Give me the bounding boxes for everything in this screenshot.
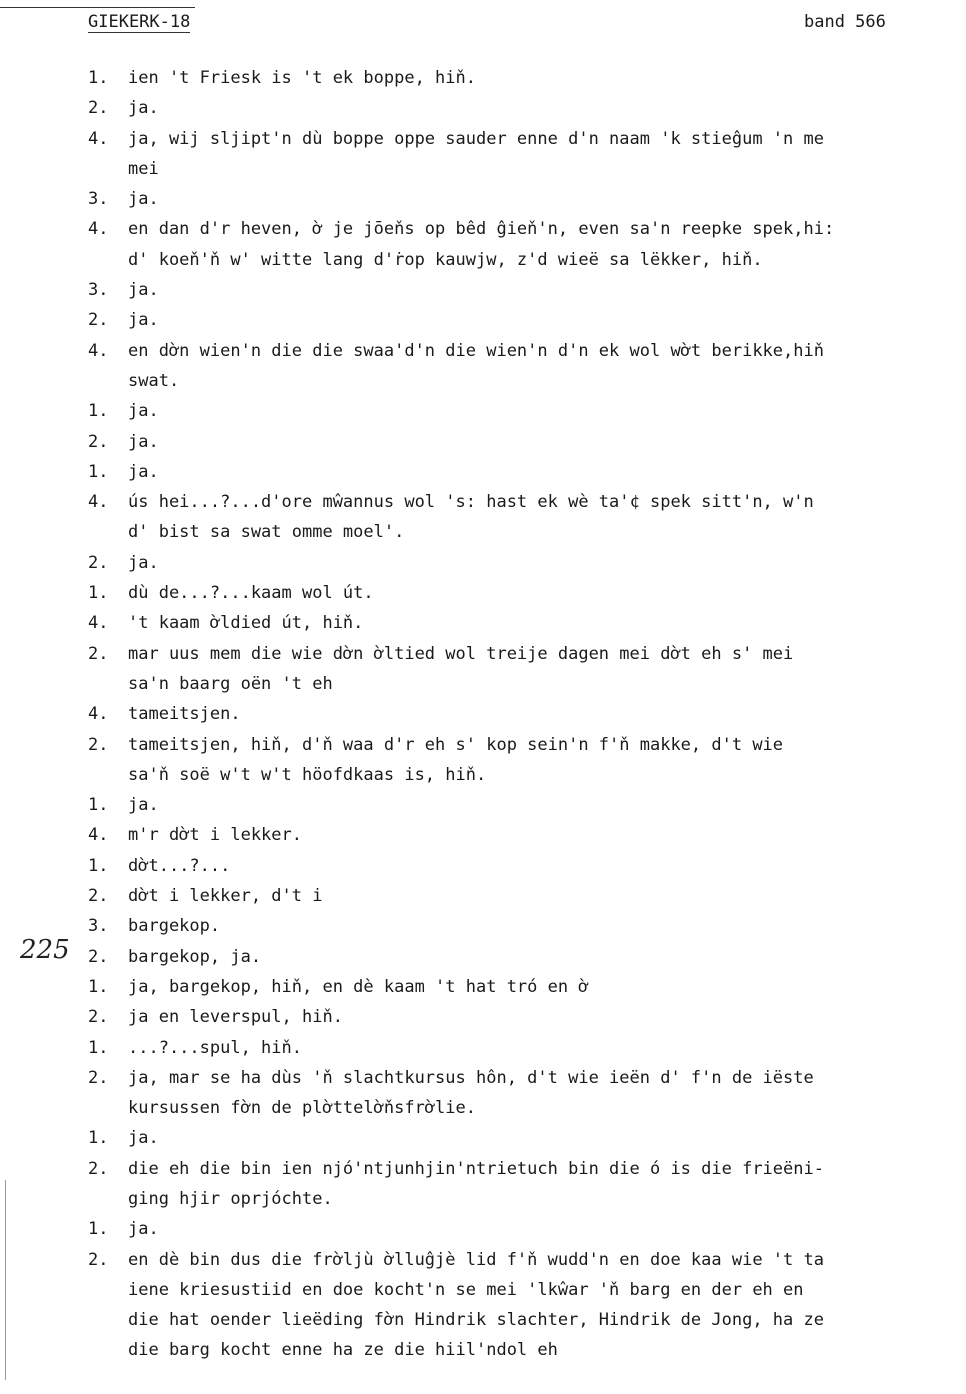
utterance-line: die eh die bin ien njó'ntjunhjin'ntrietuch bin die ó is die frieëni-: [128, 1158, 824, 1179]
utterance-text: [128, 305, 963, 335]
transcript-entry: [88, 942, 963, 972]
speaker-number: 2.: [88, 310, 109, 331]
utterance-line: ...?...spul, hiň.: [128, 1037, 302, 1058]
speaker-number: 4.: [88, 613, 109, 634]
utterance-text: [128, 548, 963, 578]
utterance-text: [128, 1123, 963, 1153]
transcript-entry: [88, 457, 963, 487]
transcript-entry: [88, 730, 963, 791]
utterance-line: en dờn wien'n die die swaa'd'n die wien'n d'n ek wol wờt berikke,hiň: [128, 340, 824, 361]
utterance-text: [128, 124, 963, 185]
transcript-entry: [88, 1214, 963, 1244]
utterance-line: bargekop, ja.: [128, 946, 262, 967]
utterance-line: sa'n baarg oën 't eh: [128, 673, 333, 694]
utterance-text: [128, 93, 963, 123]
utterance-text: [128, 1154, 963, 1215]
utterance-line: ja, mar se ha dùs 'ň slachtkursus hôn, d't wie ieën d' f'n de iëste: [128, 1067, 814, 1088]
speaker-number: 4.: [88, 128, 109, 149]
utterance-text: [128, 881, 963, 911]
utterance-line: ja.: [128, 795, 159, 816]
transcript-entry: [88, 336, 963, 397]
transcript-entry: [88, 305, 963, 335]
transcript-entry: [88, 396, 963, 426]
speaker-number: 2.: [88, 98, 109, 119]
utterance-text: [128, 911, 963, 941]
utterance-text: [128, 639, 963, 700]
transcript-entry: [88, 548, 963, 578]
utterance-line: en dè bin dus die frờljù ờlluĝjè lid f'ň wudd'n en doe kaa wie 't ta: [128, 1249, 824, 1270]
utterance-line: m'r dờt i lekker.: [128, 825, 302, 846]
speaker-number: 2.: [88, 1249, 109, 1270]
utterance-line: ja.: [128, 401, 159, 422]
speaker-number: 4.: [88, 492, 109, 513]
utterance-text: [128, 487, 963, 548]
transcript-entry: [88, 63, 963, 93]
utterance-text: [128, 851, 963, 881]
speaker-number: 2.: [88, 643, 109, 664]
transcript-entry: [88, 881, 963, 911]
utterance-line: ja.: [128, 98, 159, 119]
transcript-entry: [88, 578, 963, 608]
speaker-number: 4.: [88, 825, 109, 846]
utterance-line: kursussen fờn de plờttelờňsfrờlie.: [128, 1098, 476, 1119]
utterance-line: iene kriesustiid en doe kocht'n se mei 'lkŵar 'ň barg en der eh en: [128, 1279, 804, 1300]
utterance-text: [128, 1063, 963, 1124]
speaker-number: 4.: [88, 219, 109, 240]
utterance-line: bargekop.: [128, 916, 221, 937]
utterance-text: [128, 1214, 963, 1244]
utterance-line: ging hjir oprjóchte.: [128, 1188, 333, 1209]
transcript-entry: [88, 820, 963, 850]
utterance-line: en dan d'r heven, ờ je jōeňs op bêd ĝieň'n, even sa'n reepke spek,hi:: [128, 219, 835, 240]
utterance-line: die hat oender lieëding fờn Hindrik slachter, Hindrik de Jong, ha ze: [128, 1310, 824, 1331]
utterance-text: [128, 396, 963, 426]
speaker-number: 1.: [88, 795, 109, 816]
utterance-text: [128, 730, 963, 791]
utterance-line: ja, bargekop, hiň, en dè kaam 't hat tró en ờ: [128, 976, 589, 997]
utterance-text: [128, 699, 963, 729]
transcript-entry: [88, 427, 963, 457]
utterance-text: [128, 184, 963, 214]
utterance-line: tameitsjen.: [128, 704, 241, 725]
utterance-text: [128, 608, 963, 638]
speaker-number: 1.: [88, 1037, 109, 1058]
margin-line: [5, 1180, 6, 1380]
speaker-number: 1.: [88, 976, 109, 997]
speaker-number: 2.: [88, 431, 109, 452]
header-rule: [0, 7, 195, 8]
utterance-text: [128, 972, 963, 1002]
speaker-number: 3.: [88, 916, 109, 937]
utterance-line: ja.: [128, 461, 159, 482]
transcript-entry: [88, 1063, 963, 1124]
utterance-line: mar uus mem die wie dờn ờltied wol treije dagen mei dờt eh s' mei: [128, 643, 794, 664]
utterance-line: ja.: [128, 552, 159, 573]
utterance-text: [128, 1245, 963, 1366]
utterance-text: [128, 457, 963, 487]
utterance-line: d' bist sa swat omme moel'.: [128, 522, 405, 543]
utterance-line: dờt...?...: [128, 855, 231, 876]
utterance-text: [128, 63, 963, 93]
speaker-number: 4.: [88, 340, 109, 361]
utterance-line: mei: [128, 158, 159, 179]
speaker-number: 1.: [88, 1128, 109, 1149]
speaker-number: 2.: [88, 886, 109, 907]
transcript-entry: [88, 214, 963, 275]
utterance-line: ja.: [128, 310, 159, 331]
utterance-text: [128, 427, 963, 457]
utterance-line: ien 't Friesk is 't ek boppe, hiň.: [128, 68, 476, 88]
utterance-line: d' koeň'ň w' witte lang d'ṙop kauwjw, z'd wieë sa lëkker, hiň.: [128, 249, 763, 270]
utterance-line: ja en leverspul, hiň.: [128, 1007, 343, 1028]
transcript-entry: [88, 699, 963, 729]
utterance-line: ja.: [128, 1219, 159, 1240]
transcript-body: [88, 63, 963, 1366]
transcript-entry: [88, 1123, 963, 1153]
transcript-entry: [88, 487, 963, 548]
utterance-text: [128, 1033, 963, 1063]
speaker-number: 2.: [88, 1007, 109, 1028]
utterance-text: [128, 578, 963, 608]
utterance-text: [128, 275, 963, 305]
speaker-number: 3.: [88, 189, 109, 210]
speaker-number: 1.: [88, 1219, 109, 1240]
transcript-entry: [88, 639, 963, 700]
utterance-line: dờt i lekker, d't i: [128, 886, 323, 907]
utterance-line: ja.: [128, 189, 159, 210]
utterance-text: [128, 790, 963, 820]
transcript-entry: [88, 1245, 963, 1366]
utterance-text: [128, 336, 963, 397]
speaker-number: 3.: [88, 280, 109, 301]
speaker-number: 1.: [88, 583, 109, 604]
speaker-number: 4.: [88, 704, 109, 725]
speaker-number: 1.: [88, 68, 109, 88]
transcript-entry: [88, 608, 963, 638]
document-title: GIEKERK-18: [88, 12, 191, 32]
utterance-line: ja.: [128, 431, 159, 452]
speaker-number: 1.: [88, 401, 109, 422]
transcript-entry: [88, 851, 963, 881]
transcript-entry: [88, 972, 963, 1002]
speaker-number: 2.: [88, 1067, 109, 1088]
transcript-entry: [88, 1154, 963, 1215]
transcript-entry: [88, 124, 963, 185]
transcript-entry: [88, 93, 963, 123]
utterance-line: tameitsjen, hiň, d'ň waa d'r eh s' kop sein'n f'ň makke, d't wie: [128, 734, 784, 755]
handwritten-margin-note: 225: [20, 935, 70, 965]
utterance-line: swat.: [128, 370, 180, 391]
speaker-number: 2.: [88, 552, 109, 573]
utterance-line: ja.: [128, 1128, 159, 1149]
transcript-entry: [88, 1002, 963, 1032]
transcript-entry: [88, 275, 963, 305]
utterance-line: ja, wij sljipt'n dù boppe oppe sauder enne d'n naam 'k stieĝum 'n me: [128, 128, 824, 149]
transcript-entry: [88, 790, 963, 820]
utterance-line: ús hei...?...d'ore mŵannus wol 's: hast ek wè ta'¢ spek sitt'n, w'n: [128, 492, 814, 513]
speaker-number: 2.: [88, 1158, 109, 1179]
tape-band-number: band 566: [804, 12, 886, 32]
transcript-entry: [88, 184, 963, 214]
transcript-entry: [88, 1033, 963, 1063]
utterance-text: [128, 1002, 963, 1032]
speaker-number: 1.: [88, 461, 109, 482]
transcript-entry: [88, 911, 963, 941]
utterance-text: [128, 820, 963, 850]
utterance-line: sa'ň soë w't w't höofdkaas is, hiň.: [128, 764, 487, 785]
speaker-number: 2.: [88, 946, 109, 967]
utterance-text: [128, 942, 963, 972]
speaker-number: 1.: [88, 855, 109, 876]
utterance-line: ja.: [128, 280, 159, 301]
utterance-line: dù de...?...kaam wol út.: [128, 583, 374, 604]
utterance-line: 't kaam ờldied út, hiň.: [128, 613, 364, 634]
utterance-line: die barg kocht enne ha ze die hiil'ndol eh: [128, 1340, 558, 1361]
utterance-text: [128, 214, 963, 275]
speaker-number: 2.: [88, 734, 109, 755]
